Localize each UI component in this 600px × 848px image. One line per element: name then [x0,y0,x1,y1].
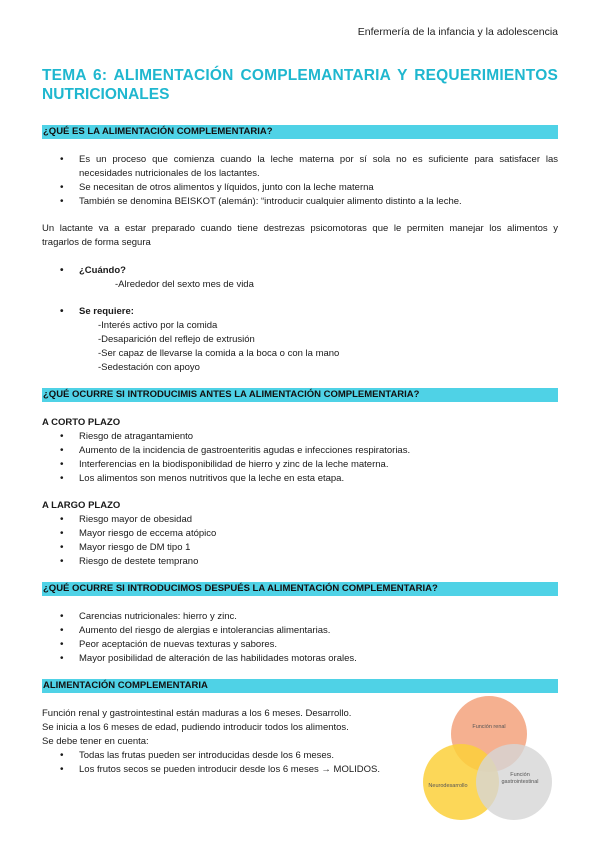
despues-item: • Mayor posibilidad de alteración de las habilidades motoras orales. [79,652,357,666]
largo-item: • Mayor riesgo de DM tipo 1 [79,541,190,555]
bullet-item: • Es un proceso que comienza cuando la leche materna por sí sola no es suficiente para satisfacer las [79,153,558,167]
section-heading-alimentacion: ALIMENTACIÓN COMPLEMENTARIA [42,679,558,693]
largo-item: • Mayor riesgo de eccema atópico [79,527,216,541]
corto-item: • Los alimentos son menos nutritivos que la leche en esta etapa. [79,472,344,486]
largo-item: • Riesgo mayor de obesidad [79,513,192,527]
bullet-item: • Todas las frutas pueden ser introducidas desde los 6 meses. [79,749,334,763]
despues-item: • Carencias nutricionales: hierro y zinc. [79,610,237,624]
section-heading-despues: ¿QUÉ OCURRE SI INTRODUCIMOS DESPUÉS LA ALIMENTACIÓN COMPLEMENTARIA? [42,582,558,596]
requiere-item: -Desaparición del reflejo de extrusión [98,334,255,345]
largo-plazo-label: A LARGO PLAZO [42,500,121,511]
venn-label-right-1: Función [510,772,530,778]
section-heading-antes: ¿QUÉ OCURRE SI INTRODUCIMIS ANTES LA ALIMENTACIÓN COMPLEMENTARIA? [42,388,558,402]
corto-plazo-label: A CORTO PLAZO [42,417,121,428]
page-title-line-2: NUTRICIONALES [42,86,170,103]
requiere-item: -Interés activo por la comida [98,320,218,331]
largo-item: • Riesgo de destete temprano [79,555,198,569]
requiere-item: -Sedestación con apoyo [98,362,200,373]
cuando-item: -Alrededor del sexto mes de vida [115,279,254,290]
bullet-item: • También se denomina BEISKOT (alemán): “introducir cualquier alimento distinto a la leche. [79,195,462,209]
page-header: Enfermería de la infancia y la adolescencia [357,26,558,38]
despues-item: • Aumento del riesgo de alergias e intolerancias alimentarias. [79,624,330,638]
paragraph-line: Un lactante va a estar preparado cuando tiene destrezas psicomotoras que le permiten manejar los alimentos y [42,223,558,234]
section-heading-que-es: ¿QUÉ ES LA ALIMENTACIÓN COMPLEMENTARIA? [42,125,558,139]
corto-item: • Interferencias en la biodisponibilidad de hierro y zinc de la leche materna. [79,458,388,472]
page-title-line-1: TEMA 6: ALIMENTACIÓN COMPLEMANTARIA Y REQUERIMIENTOS [42,67,558,84]
requiere-label: • Se requiere: [79,305,134,319]
venn-label-right-2: gastrointestinal [501,779,539,785]
corto-item: • Riesgo de atragantamiento [79,430,193,444]
venn-label-left: Neurodesarrollo [428,783,468,789]
bullet-item: • Los frutos secos se pueden introducir desde los 6 meses → MOLIDOS. [79,763,380,777]
paragraph-line: tragarlos de forma segura [42,237,151,248]
despues-item: • Peor aceptación de nuevas texturas y sabores. [79,638,277,652]
corto-item: • Aumento de la incidencia de gastroenteritis agudas e infecciones respiratorias. [79,444,410,458]
requiere-item: -Ser capaz de llevarse la comida a la boca o con la mano [98,348,340,359]
venn-label-top: Función renal [472,724,506,730]
paragraph-line: Función renal y gastrointestinal están maduras a los 6 meses. Desarrollo. [42,708,352,719]
paragraph-line: Se debe tener en cuenta: [42,736,149,747]
venn-diagram [410,690,560,830]
cuando-label: • ¿Cuándo? [79,264,126,278]
paragraph-line: Se inicia a los 6 meses de edad, pudiendo introducir todos los alimentos. [42,722,349,733]
bullet-item-continuation: necesidades nutricionales de los lactantes. [79,168,260,179]
bullet-item: • Se necesitan de otros alimentos y líquidos, junto con la leche materna [79,181,374,195]
